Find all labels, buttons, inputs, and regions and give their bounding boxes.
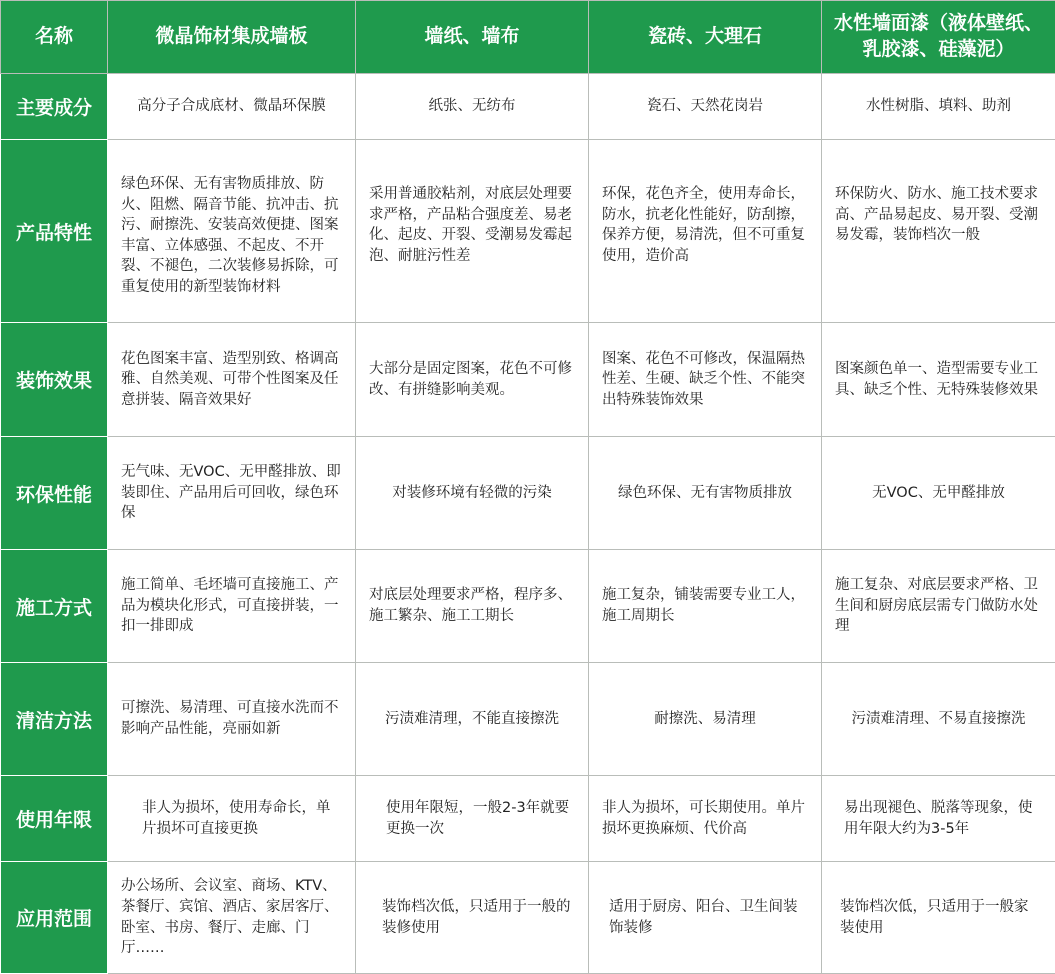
table-cell: 无VOC、无甲醛排放 xyxy=(822,437,1055,550)
header-microcrystal-panel: 微晶饰材集成墙板 xyxy=(108,1,356,74)
table-row xyxy=(1,862,1055,974)
row-label: 主要成分 xyxy=(1,74,108,140)
table-cell: 施工复杂，铺装需要专业工人，施工周期长 xyxy=(589,550,822,663)
table-cell: 瓷石、天然花岗岩 xyxy=(589,74,822,140)
table-cell: 无气味、无VOC、无甲醛排放、即装即住、产品用后可回收，绿色环保 xyxy=(108,437,356,550)
row-label: 产品特性 xyxy=(1,140,108,323)
table-cell: 污渍难清理、不易直接擦洗 xyxy=(822,663,1055,776)
table-cell: 图案颜色单一、造型需要专业工具、缺乏个性、无特殊装修效果 xyxy=(822,323,1055,437)
table-cell: 纸张、无纺布 xyxy=(356,74,589,140)
table-cell: 可擦洗、易清理、可直接水洗而不影响产品性能，亮丽如新 xyxy=(108,663,356,776)
row-label: 清洁方法 xyxy=(1,663,108,776)
table-cell: 对底层处理要求严格，程序多、施工繁杂、施工工期长 xyxy=(356,550,589,663)
table-cell: 高分子合成底材、微晶环保膜 xyxy=(108,74,356,140)
table-cell: 耐擦洗、易清理 xyxy=(589,663,822,776)
row-label: 装饰效果 xyxy=(1,323,108,437)
table-cell: 对装修环境有轻微的污染 xyxy=(356,437,589,550)
row-label: 使用年限 xyxy=(1,776,108,862)
header-name: 名称 xyxy=(1,1,108,74)
table-cell: 使用年限短，一般2-3年就要更换一次 xyxy=(356,776,589,862)
table-row xyxy=(1,776,1055,862)
row-label: 环保性能 xyxy=(1,437,108,550)
table-row xyxy=(1,74,1055,140)
table-cell: 大部分是固定图案，花色不可修改、有拼缝影响美观。 xyxy=(356,323,589,437)
header-wallpaper: 墙纸、墙布 xyxy=(356,1,589,74)
row-label: 应用范围 xyxy=(1,862,108,974)
table-cell: 适用于厨房、阳台、卫生间装饰装修 xyxy=(589,862,822,974)
table-row xyxy=(1,140,1055,323)
table-cell: 水性树脂、填料、助剂 xyxy=(822,74,1055,140)
table-cell: 绿色环保、无有害物质排放 xyxy=(589,437,822,550)
table-cell: 花色图案丰富、造型别致、格调高雅、自然美观、可带个性图案及任意拼装、隔音效果好 xyxy=(108,323,356,437)
table-cell: 污渍难清理，不能直接擦洗 xyxy=(356,663,589,776)
header-tile-marble: 瓷砖、大理石 xyxy=(589,1,822,74)
table-cell: 环保防火、防水、施工技术要求高、产品易起皮、易开裂、受潮易发霉，装饰档次一般 xyxy=(822,140,1055,323)
table-row xyxy=(1,550,1055,663)
table-row xyxy=(1,437,1055,550)
table-cell: 绿色环保、无有害物质排放、防火、阻燃、隔音节能、抗冲击、抗污、耐擦洗、安装高效便捷、图案丰富、立体感强、不起皮、不开裂、不褪色，二次装修易拆除，可重复使用的新型装饰材料 xyxy=(108,140,356,323)
header-row xyxy=(1,1,1055,74)
row-label: 施工方式 xyxy=(1,550,108,663)
header-water-paint: 水性墙面漆（液体壁纸、乳胶漆、硅藻泥） xyxy=(822,1,1055,74)
table-cell: 装饰档次低，只适用于一般的装修使用 xyxy=(356,862,589,974)
table-cell: 环保，花色齐全，使用寿命长，防水，抗老化性能好，防刮擦，保养方便，易清洗，但不可重复使用，造价高 xyxy=(589,140,822,323)
table-cell: 装饰档次低，只适用于一般家装使用 xyxy=(822,862,1055,974)
table-cell: 非人为损坏，使用寿命长，单片损坏可直接更换 xyxy=(108,776,356,862)
table-cell: 图案、花色不可修改，保温隔热性差、生硬、缺乏个性、不能突出特殊装饰效果 xyxy=(589,323,822,437)
table-row xyxy=(1,323,1055,437)
table-cell: 非人为损坏，可长期使用。单片损坏更换麻烦、代价高 xyxy=(589,776,822,862)
table-cell: 易出现褪色、脱落等现象，使用年限大约为3-5年 xyxy=(822,776,1055,862)
table-cell: 施工简单、毛坯墙可直接施工、产品为模块化形式，可直接拼装，一扣一排即成 xyxy=(108,550,356,663)
table-cell: 办公场所、会议室、商场、KTV、茶餐厅、宾馆、酒店、家居客厅、卧室、书房、餐厅、走廊、门厅…… xyxy=(108,862,356,974)
table-cell: 采用普通胶粘剂，对底层处理要求严格，产品粘合强度差、易老化、起皮、开裂、受潮易发霉起泡、耐脏污性差 xyxy=(356,140,589,323)
table-cell: 施工复杂、对底层要求严格、卫生间和厨房底层需专门做防水处理 xyxy=(822,550,1055,663)
table-row xyxy=(1,663,1055,776)
